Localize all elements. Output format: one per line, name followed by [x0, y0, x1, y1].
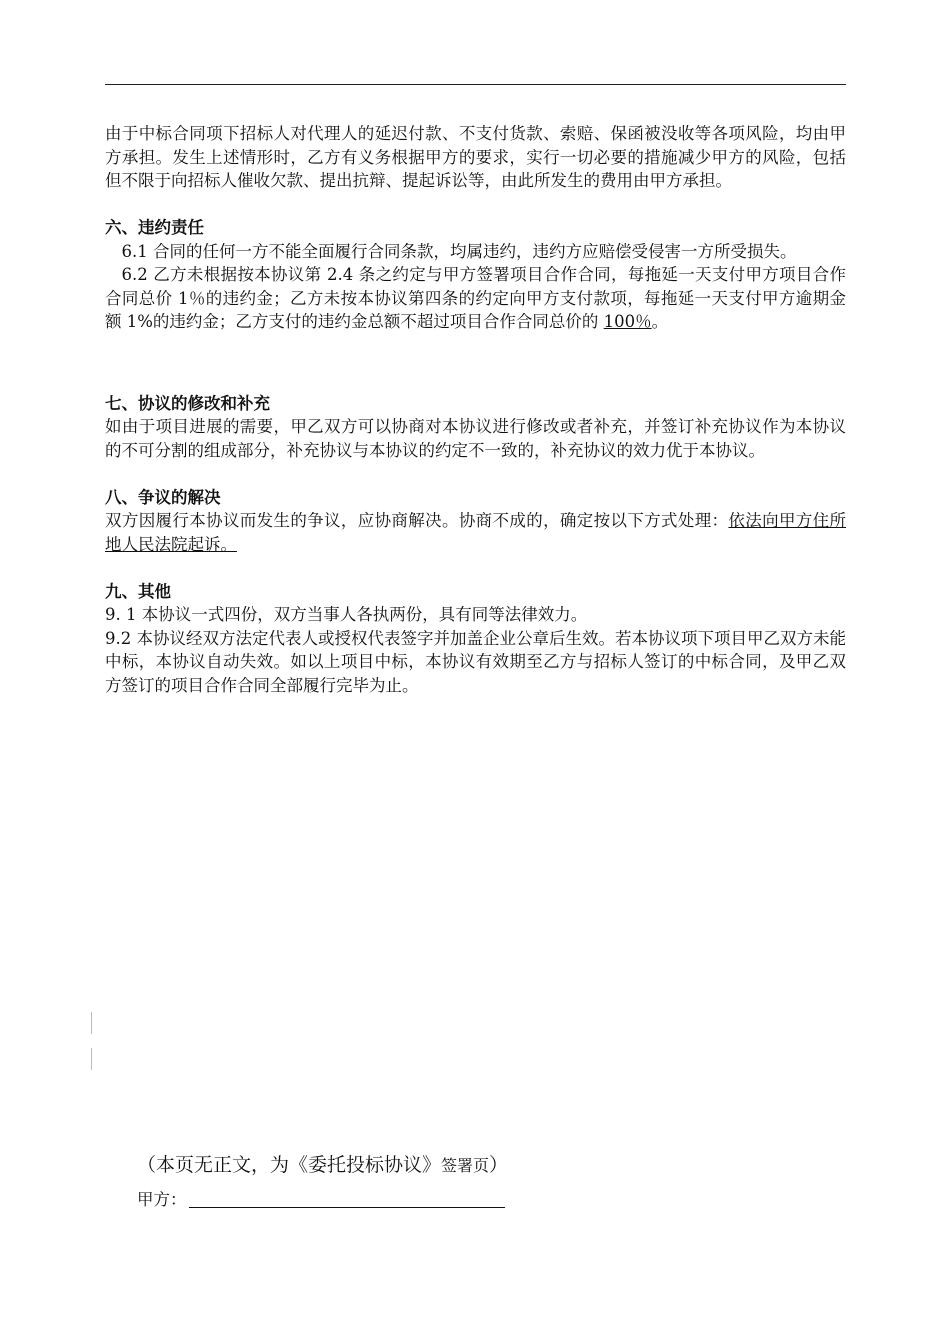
- clause-6-2-text: 6.2 乙方未根据按本协议第 2.4 条之约定与甲方签署项目合作合同，每拖延一天支付甲方项目合作合同总价 1％的违约金；乙方未按本协议第四条的约定向甲方支付款项，每拖延一天支付甲方逾期金额 1%的违约金；乙方支付的违约金总额不超过项目合作合同总价的: [105, 265, 846, 331]
- clause-6-2-underlined: 100％: [603, 312, 652, 331]
- section-8-body: [105, 509, 846, 556]
- clause-9-1: 9. 1 本协议一式四份，双方当事人各执两份，具有同等法律效力。: [105, 605, 588, 624]
- margin-mark: [91, 1048, 92, 1070]
- signature-note-close: ）: [489, 1154, 509, 1176]
- section-8-underlined: 依法向甲方住所地人民法院起诉。: [105, 511, 847, 554]
- section-9-heading: 九、其他: [105, 581, 171, 601]
- clause-6-2: [105, 263, 846, 334]
- document-body: [105, 122, 846, 697]
- party-a-label: 甲方：: [137, 1190, 187, 1209]
- section-6-heading: 六、违约责任: [105, 218, 204, 237]
- signature-note-small: 签署页: [441, 1156, 490, 1175]
- party-a-signature-line: [137, 1188, 505, 1212]
- party-a-signature-blank[interactable]: [189, 1189, 505, 1208]
- section-7-body: 如由于项目进展的需要，甲乙双方可以协商对本协议进行修改或者补充，并签订补充协议作为本协议的不可分割的组成部分，补充协议与本协议的约定不一致的，补充协议的效力优于本协议。: [105, 417, 846, 460]
- margin-mark: [91, 1012, 92, 1034]
- section-7-heading: 七、协议的修改和补充: [105, 393, 270, 413]
- section-8-heading: 八、争议的解决: [105, 487, 221, 507]
- section-8-text: 双方因履行本协议而发生的争议，应协商解决。协商不成的，确定按以下方式处理：: [105, 511, 729, 530]
- signature-page-note: [137, 1152, 508, 1179]
- clause-6-2-end: 。: [651, 312, 669, 331]
- clause-6-1: 6.1 合同的任何一方不能全面履行合同条款，均属违约，违约方应赔偿受侵害一方所受损失。: [121, 241, 797, 261]
- header-rule: [105, 84, 846, 85]
- clause-9-2: 9.2 本协议经双方法定代表人或授权代表签字并加盖企业公章后生效。若本协议项下项目甲乙双方未能中标，本协议自动失效。如以上项目中标，本协议有效期至乙方与招标人签订的中标合同，及甲乙双方签订的项目合作合同全部履行完毕为止。: [105, 628, 846, 695]
- intro-paragraph: 由于中标合同项下招标人对代理人的延迟付款、不支付货款、索赔、保函被没收等各项风险，均由甲方承担。发生上述情形时，乙方有义务根据甲方的要求，实行一切必要的措施减少甲方的风险，包括但不限于向招标人催收欠款、提出抗辩、提起诉讼等，由此所发生的费用由甲方承担。: [105, 124, 846, 190]
- signature-note-main: （本页无正文，为《委托投标协议》: [137, 1154, 442, 1176]
